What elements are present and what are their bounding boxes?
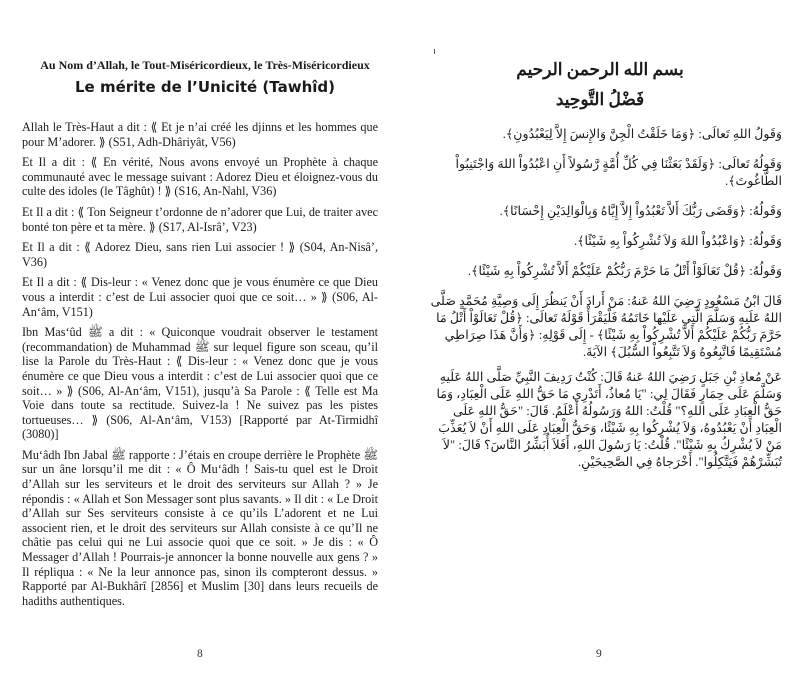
arabic-paragraph: وَقَولُهُ: ﴿وَقَضَى رَبُّكَ أَلاَّ تَعْبُدُواْ إِلاَّ إِيَّاهُ وَبِالْوَالِدَيْنِ إِحْسَانًا﴾. <box>499 204 782 218</box>
page-number-right: 9 <box>596 648 602 660</box>
french-chapter-title: Le mérite de l’Unicité (Tawhîd) <box>75 78 335 96</box>
arabic-paragraph: وَقَولُهُ: ﴿وَاعْبُدُواْ اللهَ وَلاَ تُشْرِكُواْ بِهِ شَيْئًا﴾. <box>573 234 782 248</box>
arabic-body-text <box>430 126 782 479</box>
arabic-chapter-title: فَضْلُ التَّوحِيد <box>555 90 645 109</box>
arabic-paragraph: عَنْ مُعاذِ بْنِ جَبَلٍ رَضِيَ اللهُ عَنهُ قَالَ: كُنْتُ رَدِيفَ النَّبِيِّ صَلَّى اللهُ عَلَيهِ وَسَلَّمَ عَلَى حِمَارٍ فَقَالَ لِي: "يَا مُعاذُ، أَتَدْرِي مَا حَقُّ اللهِ عَلَى الْعِبَادِ، وَمَا حَقُّ الْعِبَادِ عَلَى اللهِ؟" قُلْتُ: اللهُ وَرَسُولُهُ أَعْلَمُ. قَالَ: "حَقُّ اللهِ عَلَى الْعِبَادِ أَنْ يَعْبُدُوهُ، وَلاَ يُشْرِكُوا بِهِ شَيْئًا، وَحَقُّ الْعِبَادِ عَلَى اللهِ أَنْ لاَ يُعَذِّبَ مَنْ لاَ يُشْرِكُ بِهِ شَيْئًا". قُلْتُ: يَا رَسُولَ اللهِ، أَفَلاَ أُبَشِّرُ النَّاسَ؟ قَالَ: "لاَ تُبَشِّرْهُمْ فَيَتَّكِلُوا". أَخْرَجاهُ فِي الصَّحِيحَيْنِ. <box>436 370 782 469</box>
arabic-paragraph: قَالَ ابْنُ مَسْعُودٍ رَضِيَ اللهُ عَنهُ: مَنْ أَرادَ أَنْ يَنظُرَ إِلَى وَصِيَّةِ مُحَمَّدٍ صَلَّى اللهُ عَلَيهِ وَسَلَّمَ الَّتِي عَلَيْها خَاتَمُهُ فَلْيَقْرَأْ قَوْلَهُ تَعالَى: ﴿قُلْ تَعَالَوْاْ أَتْلُ مَا حَرَّمَ رَبُّكُمْ عَلَيْكُمْ أَلاَّ تُشْرِكُواْ بِهِ شَيْئًا﴾ - إِلَى قَوْلِهِ: ﴿وَأَنَّ هَذَا صِرَاطِي مُسْتَقِيمًا فَاتَّبِعُوهُ وَلاَ تَتَّبِعُواْ السُّبُلَ﴾ الآيَةَ. <box>430 294 782 359</box>
arabic-paragraph: وَقَولُهُ تَعالَى: ﴿وَلَقَدْ بَعَثْنَا فِي كُلِّ أُمَّةٍ رَّسُولاً أَنِ اعْبُدُواْ اللهَ وَاجْتَنِبُواْ الطَّاغُوتَ﴾. <box>455 157 782 188</box>
french-paragraph: Et Il a dit : ⟪ Dis-leur : « Venez donc que je vous énumère ce que Dieu vous a interdit : c’est de Lui associer quoi que ce soit… » ⟫ (S06, Al-An‘âm, V151) <box>22 275 378 319</box>
french-paragraph: Mu‘âdh Ibn Jabal ﷺ rapporte : J’étais en croupe derrière le Prophète ﷺ sur un âne lorsqu’il me dit : « Ô Mu‘âdh ! Sais-tu quel est le Droit d’Allah sur les serviteurs et le droit des serviteurs sur Allah ? » Je répondis : « Allah et Son Messager sont plus savants. » Il dit : « Le Droit d’Allah sur Ses serviteurs consiste à ce qu’ils L’adorent et ne Lui associent rien, et le droit des serviteurs sur Allah consiste à ce qu’Il ne châtie pas celui qui ne Lui associe quoi que ce soit. » Je dis : « Ô Messager d’Allah ! Pourrais-je annoncer la bonne nouvelle aux gens ? » Il répliqua : « Ne la leur annonce pas, sinon ils compteront dessus. » Rapporté par Al-Bukhârî [2856] et Muslim [30] dans leurs recueils de hadiths authentiques. <box>22 447 378 608</box>
french-paragraph: Ibn Mas‘ûd ﷺ a dit : « Quiconque voudrait observer le testament (recommandation) de Muhammad ﷺ sur lequel figure son sceau, qu’il lise la Parole du Très-Haut : ⟪ Dis-leur : « Venez donc que je vous énumère ce que Dieu vous a interdit : c’est de Lui associer quoi que ce soit… » ⟫ (S06, Al-An‘âm, V151), jusqu’à Sa Parole : ⟪ Telle est Ma Voie dans toute sa rectitude. Suivez-la ! Ne suivez pas les pistes tortueuses… ⟫ (S06, Al-An‘âm, V153) [Rapporté par At-Tirmidhî (3080)] <box>22 325 378 442</box>
arabic-paragraph: وَقَولُهُ: ﴿قُلْ تَعَالَوْاْ أَتْلُ مَا حَرَّمَ رَبُّكُمْ عَلَيْكُمْ أَلاَّ تُشْرِكُواْ بِهِ شَيْئًا﴾. <box>467 264 782 278</box>
print-mark <box>434 49 435 54</box>
french-paragraph: Et Il a dit : ⟪ Adorez Dieu, sans rien Lui associer ! ⟫ (S04, An-Nisâ’, V36) <box>22 240 378 269</box>
french-paragraph: Et Il a dit : ⟪ En vérité, Nous avons envoyé un Prophète à chaque communauté avec le message suivant : Adorez Dieu et éloignez-vous du culte des idoles (le Tâghût) ! ⟫ (S16, An-Nahl, V36) <box>22 155 378 199</box>
page-number-left: 8 <box>197 648 203 660</box>
arabic-paragraph: وَقَولُ اللهِ تَعالَى: ﴿وَمَا خَلَقْتُ الْجِنَّ وَالإِنسَ إِلاَّ لِيَعْبُدُونِ﴾. <box>502 127 782 141</box>
french-paragraph: Allah le Très-Haut a dit : ⟪ Et je n’ai créé les djinns et les hommes que pour M’adorer. ⟫ (S51, Adh-Dhâriyât, V56) <box>22 120 378 149</box>
french-paragraph: Et Il a dit : ⟪ Ton Seigneur t’ordonne de n’adorer que Lui, de traiter avec bonté ton père et ta mère. ⟫ (S17, Al-Isrâ’, V23) <box>22 204 378 234</box>
french-body-text <box>22 120 378 614</box>
right-page <box>400 0 800 683</box>
french-bismillah: Au Nom d’Allah, le Tout-Miséricordieux, le Très-Miséricordieux <box>40 58 370 72</box>
arabic-bismillah: بسم الله الرحمن الرحيم <box>516 60 684 79</box>
